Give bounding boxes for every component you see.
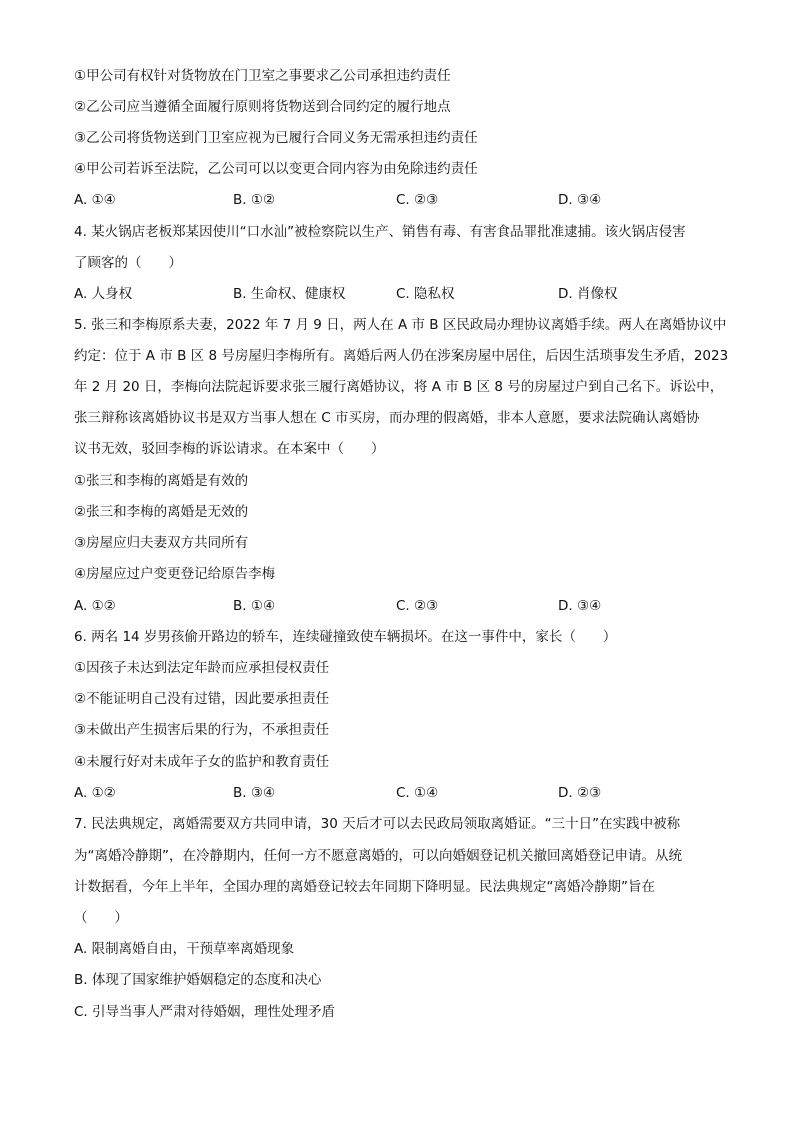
q4-stem-line-2: 了顾客的（ ） [74, 255, 182, 271]
q5-statement-3: ③房屋应归夫妻双方共同所有 [74, 535, 249, 551]
q6-statement-3: ③未做出产生损害后果的行为，不承担责任 [74, 722, 330, 738]
q5-statement-2: ②张三和李梅的离婚是无效的 [74, 504, 249, 520]
q4-option-d: D. 肖像权 [558, 286, 618, 302]
q6-option-c: C. ①④ [396, 785, 439, 801]
q5-options [74, 596, 734, 616]
q7-stem-line-2: 为“离婚冷静期”，在冷静期内，任何一方不愿意离婚的，可以向婚姻登记机关撤回离婚登记申请。从统 [74, 848, 682, 864]
q5-stem-line-5: 议书无效，驳回李梅的诉讼请求。在本案中（ ） [74, 441, 385, 457]
q7-choice-c: C. 引导当事人严肃对待婚姻，理性处理矛盾 [74, 1004, 336, 1020]
q3-option-a: A. ①④ [74, 192, 116, 208]
q3-statement-3: ③乙公司将货物送到门卫室应视为已履行合同义务无需承担违约责任 [74, 130, 478, 146]
q4-options [74, 284, 734, 304]
q6-stem-line-1: 6. 两名 14 岁男孩偷开路边的轿车，连续碰撞致使车辆损坏。在这一事件中，家长（ ） [74, 629, 617, 645]
q5-option-d: D. ③④ [558, 598, 602, 614]
q5-option-c: C. ②③ [396, 598, 439, 614]
q5-stem-line-3: 年 2 月 20 日，李梅向法院起诉要求张三履行离婚协议，将 A 市 B 区 8 号的房屋过户到自己名下。诉讼中， [74, 379, 724, 395]
q3-statement-2: ②乙公司应当遵循全面履行原则将货物送到合同约定的履行地点 [74, 99, 451, 115]
q7-choice-a: A. 限制离婚自由，干预草率离婚现象 [74, 941, 295, 957]
q3-option-c: C. ②③ [396, 192, 439, 208]
q5-stem-line-2: 约定：位于 A 市 B 区 8 号房屋归李梅所有。离婚后两人仍在涉案房屋中居住，后因生活琐事发生矛盾，2023 [74, 348, 729, 364]
q5-option-b: B. ①④ [233, 598, 276, 614]
q4-option-c: C. 隐私权 [396, 286, 455, 302]
q6-option-a: A. ①② [74, 785, 116, 801]
q6-option-d: D. ②③ [558, 785, 602, 801]
q4-option-a: A. 人身权 [74, 286, 133, 302]
q6-statement-2: ②不能证明自己没有过错，因此要承担责任 [74, 691, 330, 707]
q6-statement-1: ①因孩子未达到法定年龄而应承担侵权责任 [74, 660, 330, 676]
q5-stem-line-1: 5. 张三和李梅原系夫妻，2022 年 7 月 9 日，两人在 A 市 B 区民政局办理协议离婚手续。两人在离婚协议中 [74, 317, 727, 333]
q6-options [74, 783, 734, 803]
q6-statement-4: ④未履行好对未成年子女的监护和教育责任 [74, 754, 330, 770]
q6-option-b: B. ③④ [233, 785, 276, 801]
q3-options [74, 190, 734, 210]
q4-option-b: B. 生命权、健康权 [233, 286, 346, 302]
q3-statement-4: ④甲公司若诉至法院，乙公司可以以变更合同内容为由免除违约责任 [74, 161, 478, 177]
q3-option-d: D. ③④ [558, 192, 602, 208]
q5-option-a: A. ①② [74, 598, 116, 614]
q7-choice-b: B. 体现了国家维护婚姻稳定的态度和决心 [74, 972, 322, 988]
q7-stem-line-4: （ ） [74, 910, 128, 926]
q5-stem-line-4: 张三辩称该离婚协议书是双方当事人想在 C 市买房，而办理的假离婚，非本人意愿，要求法院确认离婚协 [74, 410, 700, 426]
q4-stem-line-1: 4. 某火锅店老板郑某因使川“口水汕”被检察院以生产、销售有毒、有害食品罪批准逮捕。该火锅店侵害 [74, 224, 686, 240]
q3-option-b: B. ①② [233, 192, 276, 208]
q7-stem-line-1: 7. 民法典规定，离婚需要双方共同申请，30 天后才可以去民政局领取离婚证。“三十日”在实践中被称 [74, 816, 681, 832]
q3-statement-1: ①甲公司有权针对货物放在门卫室之事要求乙公司承担违约责任 [74, 68, 451, 84]
q5-statement-1: ①张三和李梅的离婚是有效的 [74, 473, 249, 489]
q5-statement-4: ④房屋应过户变更登记给原告李梅 [74, 566, 276, 582]
q7-stem-line-3: 计数据看，今年上半年，全国办理的离婚登记较去年同期下降明显。民法典规定“离婚冷静期”旨在 [74, 879, 655, 895]
